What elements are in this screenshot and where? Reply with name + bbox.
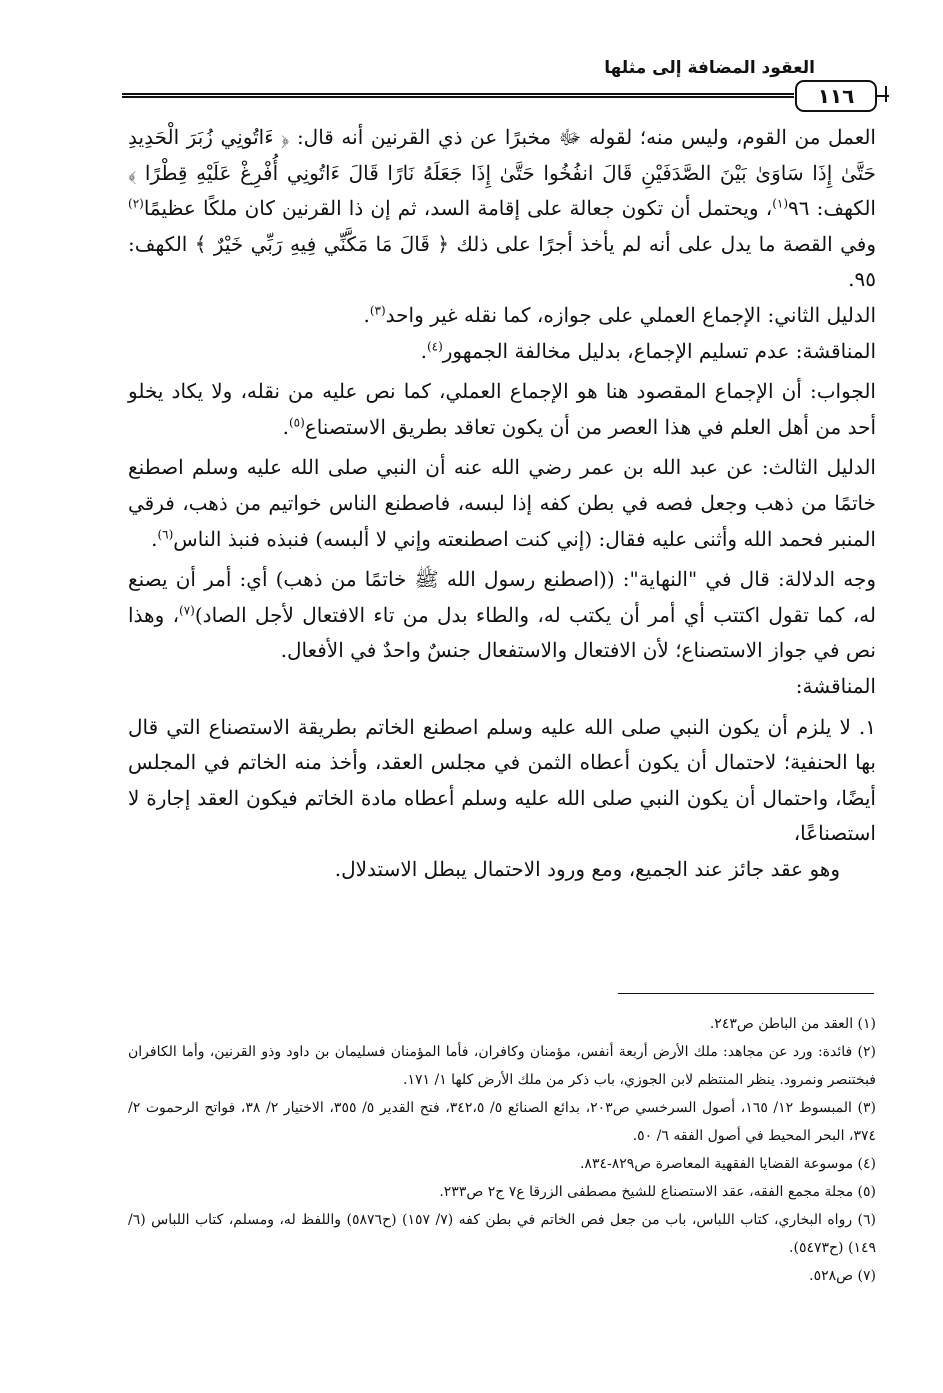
- footnote-ref-4: (٤): [426, 338, 443, 353]
- paragraph-9: وهو عقد جائز عند الجميع، ومع ورود الاحتمال يبطل الاستدلال.: [334, 856, 840, 881]
- footnote-5: (٥) مجلة مجمع الفقه، عقد الاستصناع للشيخ مصطفى الزرقا ع٧ ج٢ ص٢٣٣.: [439, 1184, 876, 1200]
- paragraph-2: الدليل الثاني: الإجماع العملي على جوازه، كما نقله غير واحد$^{(٣)}$.: [363, 302, 876, 327]
- paragraph-1-text: العمل من القوم، وليس منه؛ لقوله ﷻ مخبرًا عن ذي القرنين أنه قال: ﴿ ءَاتُونِي زُبَرَ الْحَدِيدِ حَتَّىٰ إِذَا سَاوَىٰ بَيْنَ الصَّدَفَيْنِ قَالَ انفُخُوا حَتَّىٰ إِذَا جَعَلَهُ نَارًا قَالَ ءَاتُونِي أُفْرِغْ عَلَيْهِ قِطْرًا ﴾ الكهف: ٩٦: [128, 125, 876, 221]
- paragraph-7: المناقشة:: [795, 673, 876, 698]
- paragraph-4-text: الجواب: أن الإجماع المقصود هنا هو الإجماع العملي، كما نص عليه من نقله، ولا يكاد يخلو أحد من أهل العلم في هذا العصر من أن يكون تعاقد بطريق الاستصناع: [128, 379, 876, 439]
- paragraph-6: [128, 562, 876, 669]
- footnote-separator: [618, 993, 874, 994]
- page-number-tick-end: [885, 86, 887, 102]
- footnote-6: (٦) رواه البخاري، كتاب اللباس، باب من جعل فص الخاتم في بطن كفه (٧/ ١٥٧) (ح٥٨٧٦) واللفظ له، ومسلم، كتاب اللباس (٦/ ١٤٩) (ح٥٤٧٣).: [128, 1212, 876, 1256]
- header-rule: [122, 93, 794, 98]
- paragraph-8: ١. لا يلزم أن يكون النبي صلى الله عليه وسلم اصطنع الخاتم بطريقة الاستصناع التي قال بها الحنفية؛ لاحتمال أن يكون أعطاه الثمن في مجلس العقد، وأخذ منه الخاتم في المجلس أيضًا، واحتمال أن يكون النبي صلى الله عليه وسلم أعطاه مادة الخاتم فيكون العقد إجارة لا استصناعًا،: [128, 714, 876, 846]
- page-number: ١١٦: [795, 80, 877, 112]
- main-text: [128, 120, 876, 887]
- page-number-tick: [877, 95, 889, 97]
- footnote-2: (٢) فائدة: ورد عن مجاهد: ملك الأرض أربعة أنفس، مؤمنان وكافران، فأما المؤمنان فسليمان بن داود وذو القرنين، وأما الكافران فبختنصر ونمرود. ينظر المنتظم لابن الجوزي، باب ذكر من ملك الأرض كلها ١/ ١٧١.: [128, 1044, 876, 1088]
- paragraph-4: الجواب: أن الإجماع المقصود هنا هو الإجماع العملي، كما نص عليه من نقله، ولا يكاد يخلو أحد من أهل العلم في هذا العصر من أن يكون تعاقد بطريق الاستصناع$^{(٥)}$.: [128, 379, 876, 439]
- paragraph-1-text-c: وفي القصة ما يدل على أنه لم يأخذ أجرًا على ذلك ﴿ قَالَ مَا مَكَّنِّي فِيهِ رَبِّي خَيْرٌ ﴾ الكهف: ٩٥.: [128, 231, 876, 292]
- footnote-ref-3: (٣): [369, 303, 386, 318]
- paragraph-3: المناقشة: عدم تسليم الإجماع، بدليل مخالفة الجمهور$^{(٤)}$.: [420, 338, 876, 363]
- footnote-3: (٣) المبسوط ١٢/ ١٦٥، أصول السرخسي ص٢٠٣، بدائع الصنائع ٥/ ٣٤٢،٥، فتح القدير ٥/ ٣٥٥، الاختيار ٢/ ٣٨، فواتح الرحموت ٢/ ٣٧٤، البحر المحيط في أصول الفقه ٦/ ٥٠.: [128, 1100, 876, 1144]
- paragraph-3-text: المناقشة: عدم تسليم الإجماع، بدليل مخالفة الجمهور: [442, 338, 876, 363]
- paragraph-1-text-b: ، ويحتمل أن تكون جعالة على إقامة السد، ثم إن ذا القرنين كان ملكًا عظيمًا: [143, 196, 773, 221]
- footnote-ref-5: (٥): [288, 415, 305, 430]
- paragraph-2-text: الدليل الثاني: الإجماع العملي على جوازه، كما نقله غير واحد: [385, 302, 876, 327]
- footnote-7: (٧) ص٥٢٨.: [809, 1268, 876, 1284]
- footnote-ref-1: (١): [772, 196, 789, 211]
- footnotes: [128, 1010, 876, 1290]
- footnote-ref-7: (٧): [179, 603, 195, 618]
- running-header-title: العقود المضافة إلى مثلها: [604, 58, 815, 78]
- paragraph-1: [128, 120, 876, 298]
- footnote-1: (١) العقد من الباطن ص٢٤٣.: [709, 1016, 876, 1032]
- footnote-ref-6: (٦): [157, 526, 174, 541]
- paragraph-6-text-b: ، وهذا نص في جواز الاستصناع؛ لأن الافتعال والاستفعال جنسٌ واحدٌ في الأفعال.: [128, 602, 876, 663]
- paragraph-6-text: وجه الدلالة: قال في "النهاية": ((اصطنع رسول الله ﷺ خاتمًا من ذهب) أي: أمر أن يصنع له، كما تقول اكتتب أي أمر أن يكتب له، والطاء بدل من تاء الافتعال لأجل الصاد): [128, 567, 876, 627]
- footnote-ref-2: (٢): [128, 196, 144, 211]
- footnote-4: (٤) موسوعة القضايا الفقهية المعاصرة ص٨٢٩-٨٣٤.: [579, 1156, 876, 1172]
- paragraph-5: الدليل الثالث: عن عبد الله بن عمر رضي الله عنه أن النبي صلى الله عليه وسلم اصطنع خاتمًا من ذهب وجعل فصه في بطن كفه إذا لبسه، فاصطنع الناس خواتيم من ذهب، فرقي المنبر فحمد الله وأثنى عليه فقال: (إني كنت اصطنعته وإني لا ألبسه) فنبذه فنبذ الناس$^{(٦)}$.: [128, 455, 876, 551]
- paragraph-5-text: الدليل الثالث: عن عبد الله بن عمر رضي الله عنه أن النبي صلى الله عليه وسلم اصطنع خاتمًا من ذهب وجعل فصه في بطن كفه إذا لبسه، فاصطنع الناس خواتيم من ذهب، فرقي المنبر فحمد الله وأثنى عليه فقال: (إني كنت اصطنعته وإني لا ألبسه) فنبذه فنبذ الناس: [128, 455, 876, 551]
